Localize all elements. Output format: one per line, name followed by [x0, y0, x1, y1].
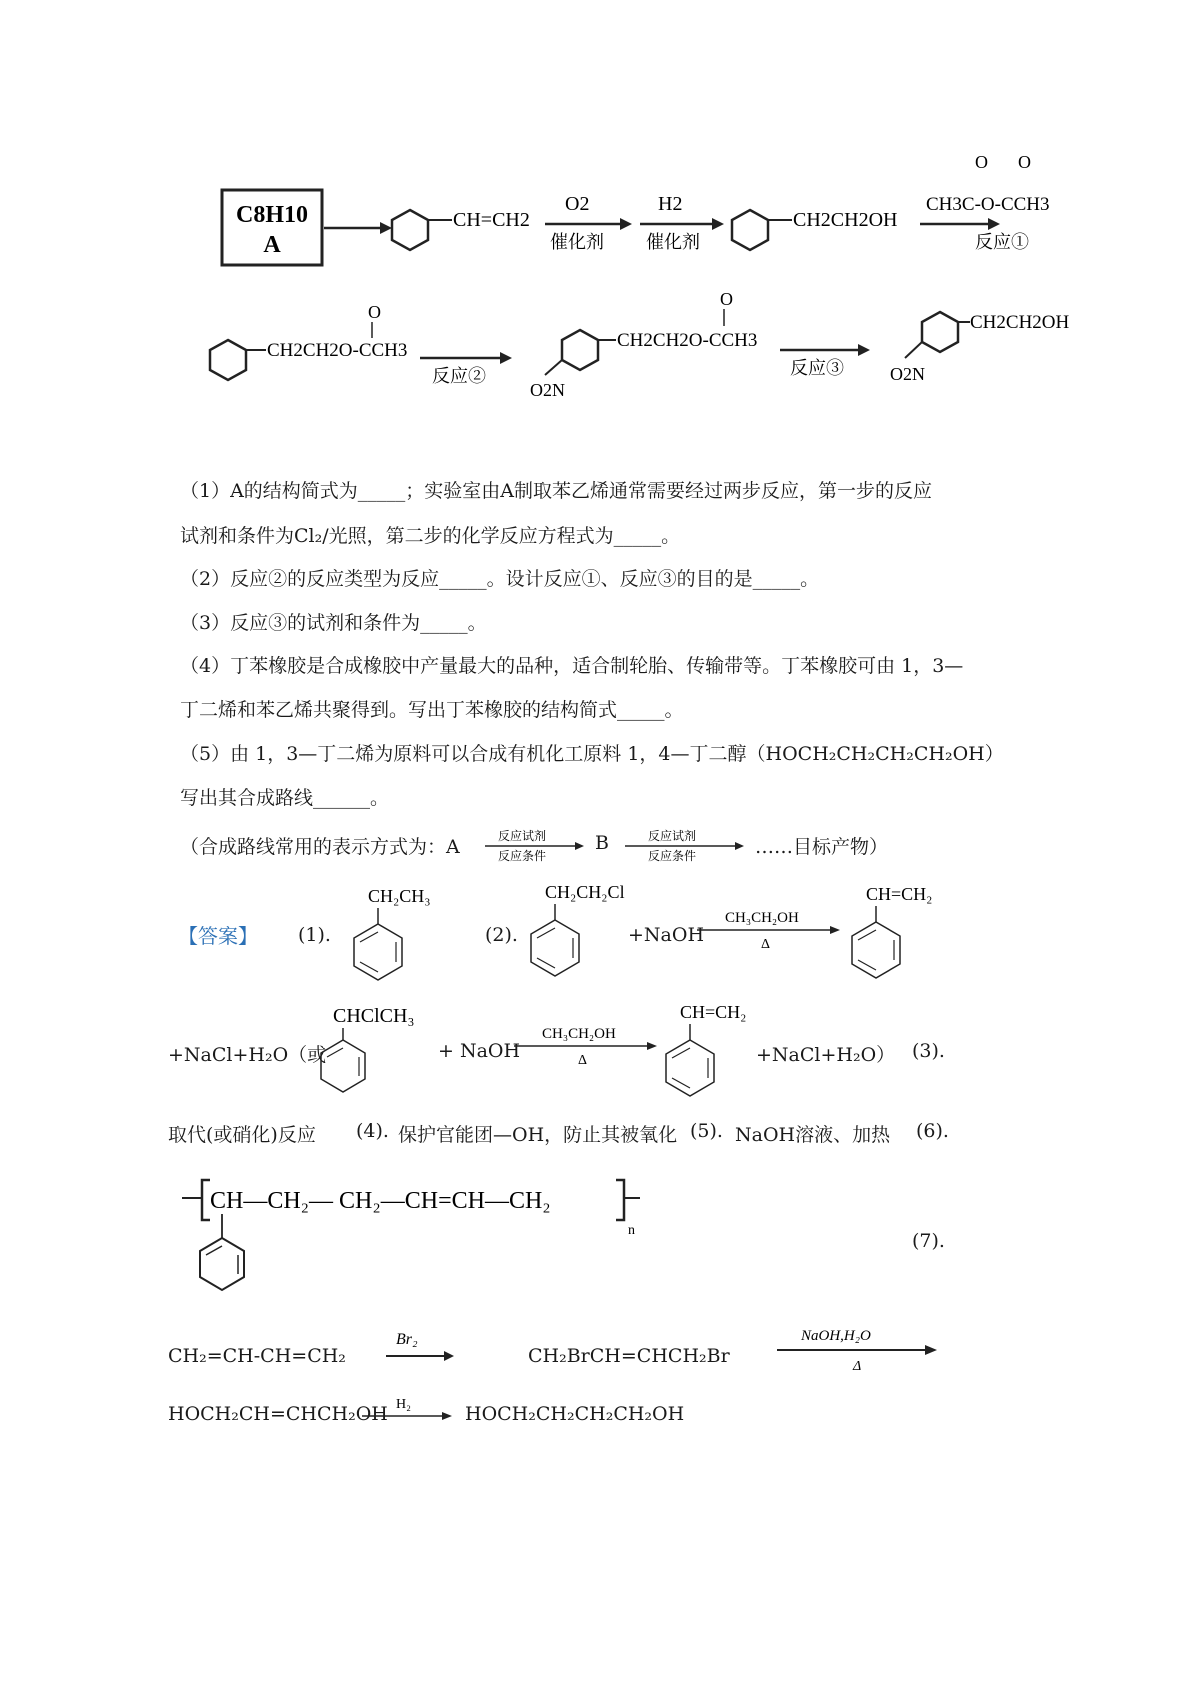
answer-4-number: (4).: [356, 1120, 389, 1142]
step5-label: 反应③: [790, 358, 844, 378]
hydrolysis-arrow: [775, 1320, 945, 1380]
naoh-reactant: +NaOH: [628, 924, 705, 946]
vinyl-group: CH=CH₂: [866, 884, 933, 904]
polymer-chain: CH—CH₂— CH₂—CH=CH—CH₂: [210, 1188, 551, 1214]
start-label: A: [263, 232, 281, 258]
svg-text:反应条件: 反应条件: [648, 849, 697, 863]
ethylbenzene-structure: [330, 880, 450, 990]
svg-text:反应条件: 反应条件: [498, 849, 547, 863]
question-4-line-1: （4）丁苯橡胶是合成橡胶中产量最大的品种，适合制轮胎、传输带等。丁苯橡胶可由 1，3—: [180, 655, 964, 677]
styrene-group: CH=CH2: [453, 209, 530, 231]
styrene-structure-2: [652, 996, 772, 1106]
hydrolysis-reagent: NaOH,H₂O: [801, 1328, 871, 1344]
styrene-structure: [838, 878, 958, 988]
question-3: （3）反应③的试剂和条件为_____。: [180, 612, 487, 634]
elimination-arrow-2: [512, 1022, 662, 1072]
answer-4-text: 保护官能团—OH，防止其被氧化: [398, 1124, 678, 1146]
start-formula: C8H10: [236, 202, 308, 228]
svg-text:CH=CH₂: CH=CH₂: [680, 1002, 747, 1022]
answer-5-text: NaOH溶液、加热: [735, 1124, 891, 1146]
route-hint: [180, 826, 1030, 866]
step1-reagent: O2: [565, 193, 590, 215]
step3-label: 反应①: [975, 232, 1029, 252]
alt-chloro-structure: [305, 1000, 445, 1100]
reaction-scheme: [200, 140, 1070, 440]
route-hint-suffix: ……目标产物）: [755, 836, 889, 858]
solvent-label: CH₃CH₂OH: [725, 910, 799, 926]
route-hint-arrow-2: [620, 826, 750, 866]
question-1-line-2: 试剂和条件为Cl₂/光照，第二步的化学反应方程式为_____。: [180, 525, 681, 547]
butanediol: HOCH₂CH₂CH₂CH₂OH: [465, 1403, 685, 1425]
benzene-ring: [392, 210, 428, 250]
svg-text:反应试剂: 反应试剂: [498, 829, 547, 843]
answer-1-number: (1).: [298, 924, 331, 946]
dibromide: CH₂BrCH=CHCH₂Br: [528, 1345, 730, 1367]
route-hint-arrow-1: [480, 826, 590, 866]
heat-label: Δ: [761, 937, 771, 952]
nitro-group-2: O2N: [890, 364, 925, 384]
step1-condition: 催化剂: [550, 232, 604, 252]
answer-3-number: (3).: [912, 1040, 945, 1062]
svg-text:反应试剂: 反应试剂: [648, 829, 697, 843]
answer-7-number: (7).: [912, 1230, 945, 1252]
step3-reagent: CH3C-O-CCH3: [926, 194, 1050, 215]
route-start: CH₂=CH-CH=CH₂: [168, 1345, 346, 1367]
polymer-n: n: [628, 1223, 635, 1238]
benzene-ring: [732, 210, 768, 250]
svg-text:O: O: [1018, 152, 1031, 172]
question-5-line-2: 写出其合成路线______。: [180, 787, 390, 809]
chloroethylbenzene-structure: [515, 876, 635, 986]
step4-label: 反应②: [432, 366, 486, 386]
byproducts: +NaCl+H₂O（或: [168, 1044, 327, 1066]
ethyl-group: CH₂CH₃: [368, 886, 431, 906]
diol-intermediate: HOCH₂CH=CHCH₂OH: [168, 1403, 388, 1425]
svg-text:O: O: [720, 289, 733, 309]
nitro-ester-group: CH2CH2O-CCH3: [617, 330, 758, 351]
elimination-arrow: [695, 906, 845, 956]
answer-label: 【答案】: [178, 924, 258, 948]
chloroethyl-group: CH₂CH₂Cl: [545, 882, 625, 902]
svg-text:O: O: [368, 302, 381, 322]
answer-3-text: 取代(或硝化)反应: [168, 1124, 316, 1146]
step2-reagent: H2: [658, 193, 683, 215]
route-hint-prefix: （合成路线常用的表示方式为：A: [180, 836, 460, 858]
question-5-line-1: （5）由 1，3—丁二烯为原料可以合成有机化工原料 1，4—丁二醇（HOCH₂CH₂CH₂CH₂OH）: [180, 743, 1004, 765]
step2-condition: 催化剂: [646, 232, 700, 252]
benzene-ring: [922, 312, 958, 352]
naoh-reactant-2: + NaOH: [438, 1040, 521, 1062]
answer-5-number: (5).: [690, 1120, 723, 1142]
question-1-line-1: （1）A的结构简式为_____；实验室由A制取苯乙烯通常需要经过两步反应，第一步的反应: [180, 480, 933, 502]
benzene-ring: [562, 330, 598, 370]
benzene-ring: [210, 340, 246, 380]
hydrogen-reagent: H₂: [396, 1397, 411, 1412]
polymer-structure: [178, 1170, 678, 1310]
svg-text:O: O: [975, 152, 988, 172]
final-group: CH2CH2OH: [970, 312, 1070, 333]
answer-6-number: (6).: [916, 1120, 949, 1142]
hydrolysis-condition: Δ: [853, 1359, 862, 1374]
svg-text:Δ: Δ: [578, 1053, 588, 1068]
question-2: （2）反应②的反应类型为反应_____。设计反应①、反应③的目的是_____。: [180, 568, 820, 590]
bromination-arrow: [382, 1322, 462, 1372]
byproducts-2: +NaCl+H₂O）: [756, 1044, 896, 1066]
answer-2-number: (2).: [485, 924, 518, 946]
svg-text:CH₃CH₂OH: CH₃CH₂OH: [542, 1026, 616, 1042]
alt-group: CHClCH₃: [333, 1005, 415, 1027]
route-hint-mid: B: [595, 832, 609, 854]
scheme-svg: [200, 140, 1070, 440]
question-4-line-2: 丁二烯和苯乙烯共聚得到。写出丁苯橡胶的结构简式_____。: [180, 699, 684, 721]
hydrogenation-arrow: [360, 1392, 460, 1432]
nitro-group: O2N: [530, 380, 565, 400]
alcohol-group: CH2CH2OH: [793, 209, 898, 231]
ester-group: CH2CH2O-CCH3: [267, 340, 408, 361]
bromine-reagent: Br₂: [396, 1331, 418, 1348]
